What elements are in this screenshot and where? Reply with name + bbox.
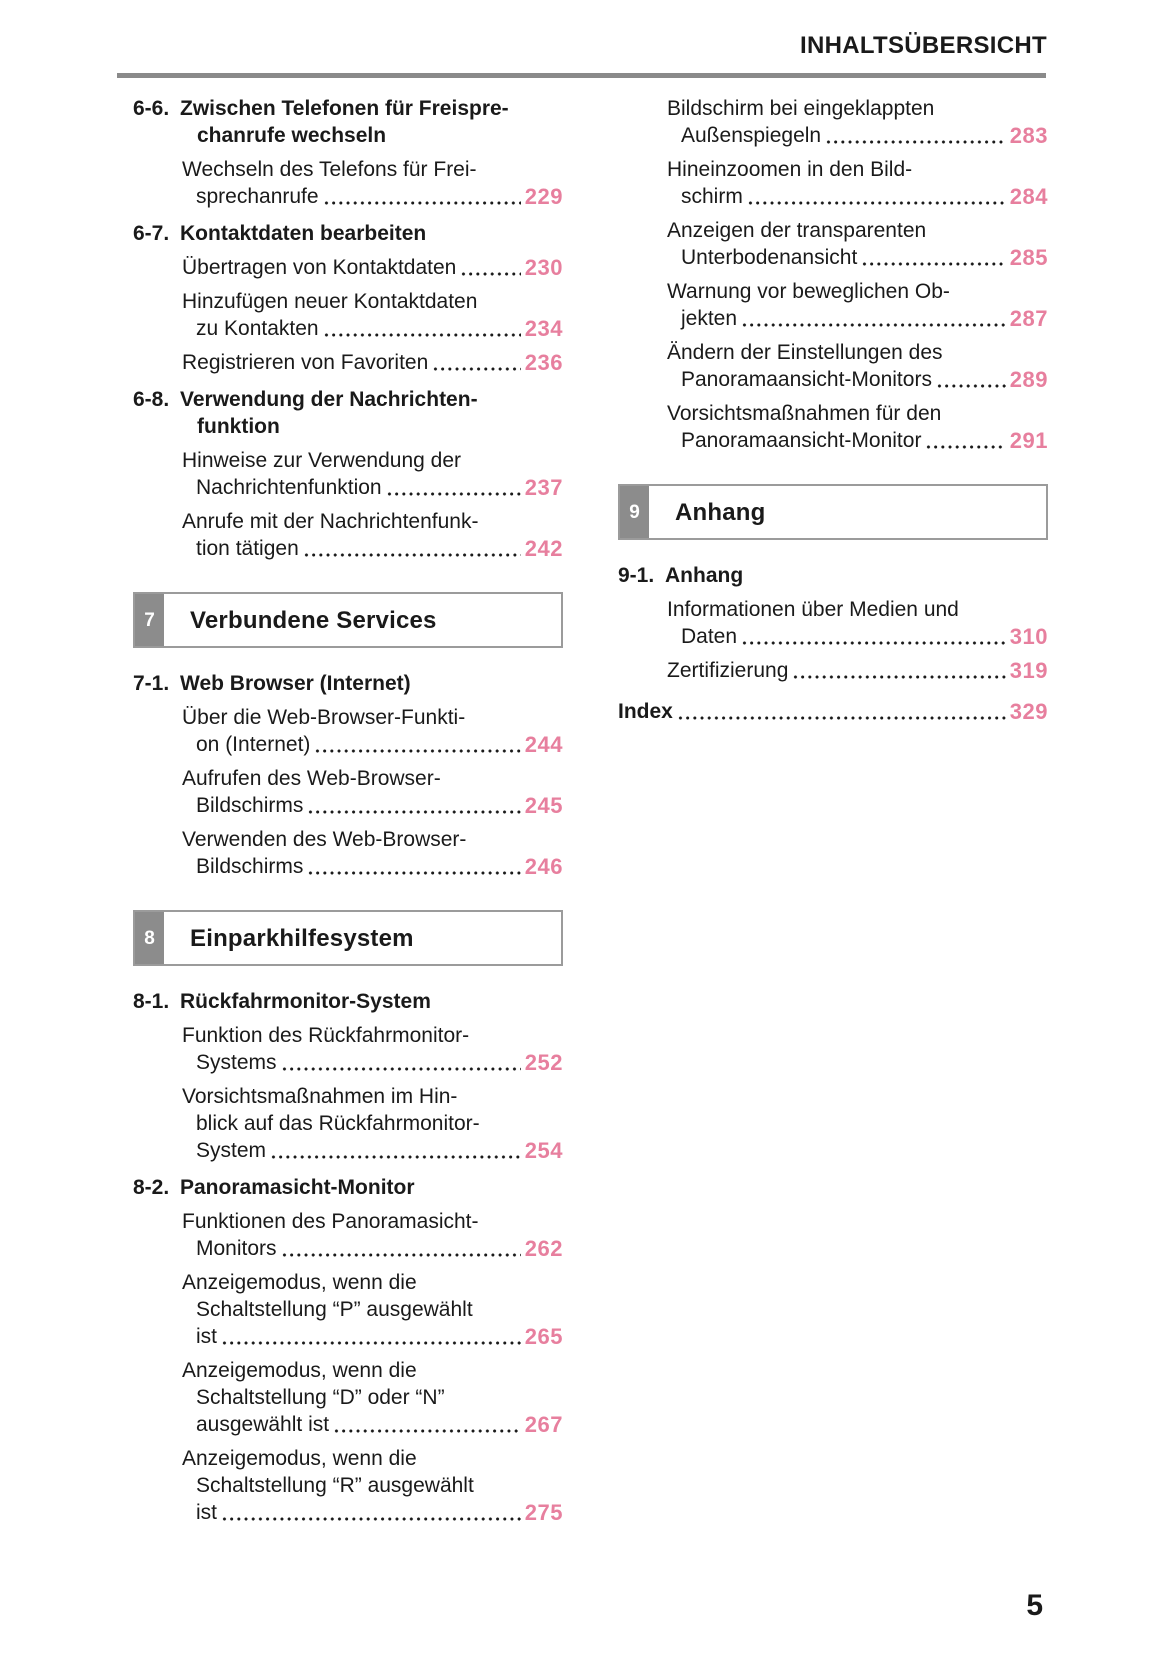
entry-line: Warnung vor beweglichen Ob- [667, 280, 950, 303]
chapter-title: Anhang [675, 498, 766, 526]
page-ref: 244 [524, 732, 563, 757]
section-title [618, 562, 1048, 589]
entry-text: Bildschirms [196, 855, 304, 878]
toc-entry [618, 339, 1048, 393]
section-number: 9-1. [618, 564, 655, 587]
toc-entry [133, 349, 563, 376]
toc-section-heading [133, 988, 563, 1015]
page-header-title: INHALTSÜBERSICHT [799, 32, 1047, 59]
toc-entry [133, 508, 563, 562]
section-number: 6-6. [133, 97, 170, 120]
toc-entry [133, 704, 563, 758]
entry-line: blick auf das Rückfahrmonitor- [196, 1112, 480, 1135]
toc-entry [133, 1208, 563, 1262]
entry-text: Index [618, 700, 673, 723]
page-ref: 265 [524, 1324, 563, 1349]
entry-last-line [196, 1137, 563, 1164]
entry-line: Schaltstellung “R” ausgewählt [196, 1474, 474, 1497]
toc-entry [133, 765, 563, 819]
toc-entry [133, 1357, 563, 1438]
entry-last-line [681, 427, 1048, 454]
toc-entry [133, 254, 563, 281]
chapter-number-badge: 8 [135, 912, 167, 964]
toc-entry [618, 217, 1048, 271]
section-title [133, 386, 563, 440]
entry-line: Hinweise zur Verwendung der [182, 449, 461, 472]
dot-leader [307, 870, 520, 876]
dot-leader [825, 139, 1006, 145]
entry-line: Informationen über Medien und [667, 598, 959, 621]
entry-last-line [196, 792, 563, 819]
page-number: 5 [1026, 1589, 1043, 1622]
page-ref: 267 [524, 1412, 563, 1437]
dot-leader [303, 552, 521, 558]
toc-column-left [133, 95, 563, 1526]
section-title [133, 1174, 563, 1201]
dot-leader [677, 715, 1006, 721]
entry-text: Panoramaansicht-Monitor [681, 429, 922, 452]
dot-leader [792, 674, 1005, 680]
header-rule [117, 73, 1046, 78]
section-number: 7-1. [133, 672, 170, 695]
page-ref: 242 [524, 536, 563, 561]
chapter-box [133, 592, 563, 648]
toc-entry [618, 95, 1048, 149]
toc-section-heading [618, 562, 1048, 589]
entry-last-line [667, 657, 1048, 684]
toc-entry [133, 288, 563, 342]
entry-line: Vorsichtsmaßnahmen für den [667, 402, 942, 425]
entry-last-line [196, 1235, 563, 1262]
toc-section-heading [133, 95, 563, 149]
entry-last-line [196, 535, 563, 562]
entry-text: ist [196, 1325, 217, 1348]
toc-entry [133, 447, 563, 501]
entry-line: Schaltstellung “P” ausgewählt [196, 1298, 473, 1321]
dot-leader [861, 261, 1005, 267]
toc-entry [618, 657, 1048, 684]
entry-text: Unterbodenansicht [681, 246, 858, 269]
entry-last-line [196, 731, 563, 758]
toc-entry [618, 278, 1048, 332]
entry-text: Nachrichtenfunktion [196, 476, 382, 499]
section-number: 8-2. [133, 1176, 170, 1199]
entry-last-line [182, 349, 563, 376]
page-ref: 283 [1009, 123, 1048, 148]
entry-line: Vorsichtsmaßnahmen im Hin- [182, 1085, 458, 1108]
dot-leader [323, 332, 521, 338]
entry-text: Daten [681, 625, 738, 648]
dot-leader [281, 1066, 521, 1072]
entry-text: Bildschirms [196, 794, 304, 817]
page-ref: 234 [524, 316, 563, 341]
entry-line: Bildschirm bei eingeklappten [667, 97, 935, 120]
page-ref: 287 [1009, 306, 1048, 331]
dot-leader [925, 444, 1005, 450]
entry-line: Anzeigemodus, wenn die [182, 1359, 417, 1382]
section-number: 8-1. [133, 990, 170, 1013]
page-ref: 262 [524, 1236, 563, 1261]
entry-line: Schaltstellung “D” oder “N” [196, 1386, 445, 1409]
section-title [133, 95, 563, 149]
section-title-line: Zwischen Telefonen für Freispre- [180, 97, 509, 120]
entry-last-line [196, 1049, 563, 1076]
section-title [133, 988, 563, 1015]
entry-text: Außenspiegeln [681, 124, 822, 147]
toc-entry [618, 156, 1048, 210]
entry-text: System [196, 1139, 267, 1162]
page-ref: 254 [524, 1138, 563, 1163]
entry-line: Wechseln des Telefons für Frei- [182, 158, 477, 181]
entry-last-line [196, 1499, 563, 1526]
chapter-number-badge: 9 [620, 486, 652, 538]
entry-last-line [681, 623, 1048, 650]
toc-section-heading [133, 1174, 563, 1201]
entry-line: Anzeigen der transparenten [667, 219, 927, 242]
entry-line: Anzeigemodus, wenn die [182, 1447, 417, 1470]
dot-leader [747, 200, 1006, 206]
page-ref: 236 [524, 350, 563, 375]
entry-last-line [196, 183, 563, 210]
chapter-title: Einparkhilfesystem [190, 924, 414, 952]
page-ref: 284 [1009, 184, 1048, 209]
entry-line: Über die Web-Browser-Funkti- [182, 706, 466, 729]
entry-text: Übertragen von Kontaktdaten [182, 256, 457, 279]
entry-last-line [196, 315, 563, 342]
entry-last-line [618, 698, 1048, 725]
entry-text: schirm [681, 185, 743, 208]
page-ref: 275 [524, 1500, 563, 1525]
dot-leader [281, 1252, 521, 1258]
entry-last-line [681, 305, 1048, 332]
toc-entry [133, 156, 563, 210]
toc-entry [618, 596, 1048, 650]
page-ref: 285 [1009, 245, 1048, 270]
entry-text: Systems [196, 1051, 277, 1074]
entry-text: Zertifizierung [667, 659, 789, 682]
page-ref: 310 [1009, 624, 1048, 649]
section-title [133, 670, 563, 697]
section-title-line: funktion [197, 415, 280, 438]
dot-leader [432, 366, 521, 372]
toc-entry [133, 826, 563, 880]
page-ref: 237 [524, 475, 563, 500]
chapter-box [618, 484, 1048, 540]
entry-line: Ändern der Einstellungen des [667, 341, 943, 364]
entry-last-line [196, 853, 563, 880]
entry-line: Hineinzoomen in den Bild- [667, 158, 913, 181]
page-ref: 246 [524, 854, 563, 879]
entry-last-line [196, 1323, 563, 1350]
entry-line: Verwenden des Web-Browser- [182, 828, 467, 851]
section-title [133, 220, 563, 247]
page-ref: 245 [524, 793, 563, 818]
entry-text: Monitors [196, 1237, 277, 1260]
toc-section-heading [133, 670, 563, 697]
entry-last-line [196, 474, 563, 501]
section-number: 6-8. [133, 388, 170, 411]
chapter-title: Verbundene Services [190, 606, 437, 634]
dot-leader [460, 271, 520, 277]
toc-entry [133, 1083, 563, 1164]
toc-entry [618, 400, 1048, 454]
toc-section-heading [133, 220, 563, 247]
section-title-line: Kontaktdaten bearbeiten [180, 222, 427, 245]
page-ref: 291 [1009, 428, 1048, 453]
section-title-line: Panoramasicht-Monitor [180, 1176, 415, 1199]
dot-leader [270, 1154, 521, 1160]
dot-leader [221, 1340, 521, 1346]
toc-entry [133, 1022, 563, 1076]
dot-leader [307, 809, 520, 815]
page-ref: 319 [1009, 658, 1048, 683]
toc-entry [133, 1445, 563, 1526]
page-ref: 230 [524, 255, 563, 280]
entry-line: Anzeigemodus, wenn die [182, 1271, 417, 1294]
entry-line: Anrufe mit der Nachrichtenfunk- [182, 510, 479, 533]
section-title-line: Verwendung der Nachrichten- [180, 388, 478, 411]
entry-line: Funktion des Rückfahrmonitor- [182, 1024, 470, 1047]
entry-last-line [681, 366, 1048, 393]
entry-last-line [196, 1411, 563, 1438]
entry-last-line [681, 183, 1048, 210]
dot-leader [386, 491, 521, 497]
section-title-line: Web Browser (Internet) [180, 672, 411, 695]
section-title-line: Rückfahrmonitor-System [180, 990, 431, 1013]
entry-text: ausgewählt ist [196, 1413, 330, 1436]
entry-text: jekten [681, 307, 738, 330]
entry-text: Panoramaansicht-Monitors [681, 368, 932, 391]
entry-text: sprechanrufe [196, 185, 319, 208]
toc-columns [133, 95, 1048, 1526]
entry-last-line [182, 254, 563, 281]
dot-leader [221, 1516, 521, 1522]
entry-text: zu Kontakten [196, 317, 319, 340]
entry-line: Aufrufen des Web-Browser- [182, 767, 441, 790]
section-title-line: Anhang [665, 564, 744, 587]
section-number: 6-7. [133, 222, 170, 245]
toc-entry [133, 1269, 563, 1350]
toc-section-heading [133, 386, 563, 440]
entry-line: Funktionen des Panoramasicht- [182, 1210, 479, 1233]
chapter-number-badge: 7 [135, 594, 167, 646]
entry-text: Registrieren von Favoriten [182, 351, 429, 374]
page-ref: 229 [524, 184, 563, 209]
entry-text: ist [196, 1501, 217, 1524]
page-ref: 329 [1009, 699, 1048, 724]
toc-entry [618, 698, 1048, 725]
section-title-line: chanrufe wechseln [197, 124, 387, 147]
dot-leader [333, 1428, 521, 1434]
entry-text: on (Internet) [196, 733, 311, 756]
dot-leader [314, 748, 520, 754]
entry-last-line [681, 244, 1048, 271]
chapter-box [133, 910, 563, 966]
dot-leader [323, 200, 521, 206]
page-ref: 252 [524, 1050, 563, 1075]
dot-leader [741, 640, 1006, 646]
entry-last-line [681, 122, 1048, 149]
dot-leader [741, 322, 1006, 328]
entry-line: Hinzufügen neuer Kontaktdaten [182, 290, 478, 313]
page-ref: 289 [1009, 367, 1048, 392]
entry-text: tion tätigen [196, 537, 299, 560]
toc-column-right [618, 95, 1048, 725]
dot-leader [936, 383, 1006, 389]
